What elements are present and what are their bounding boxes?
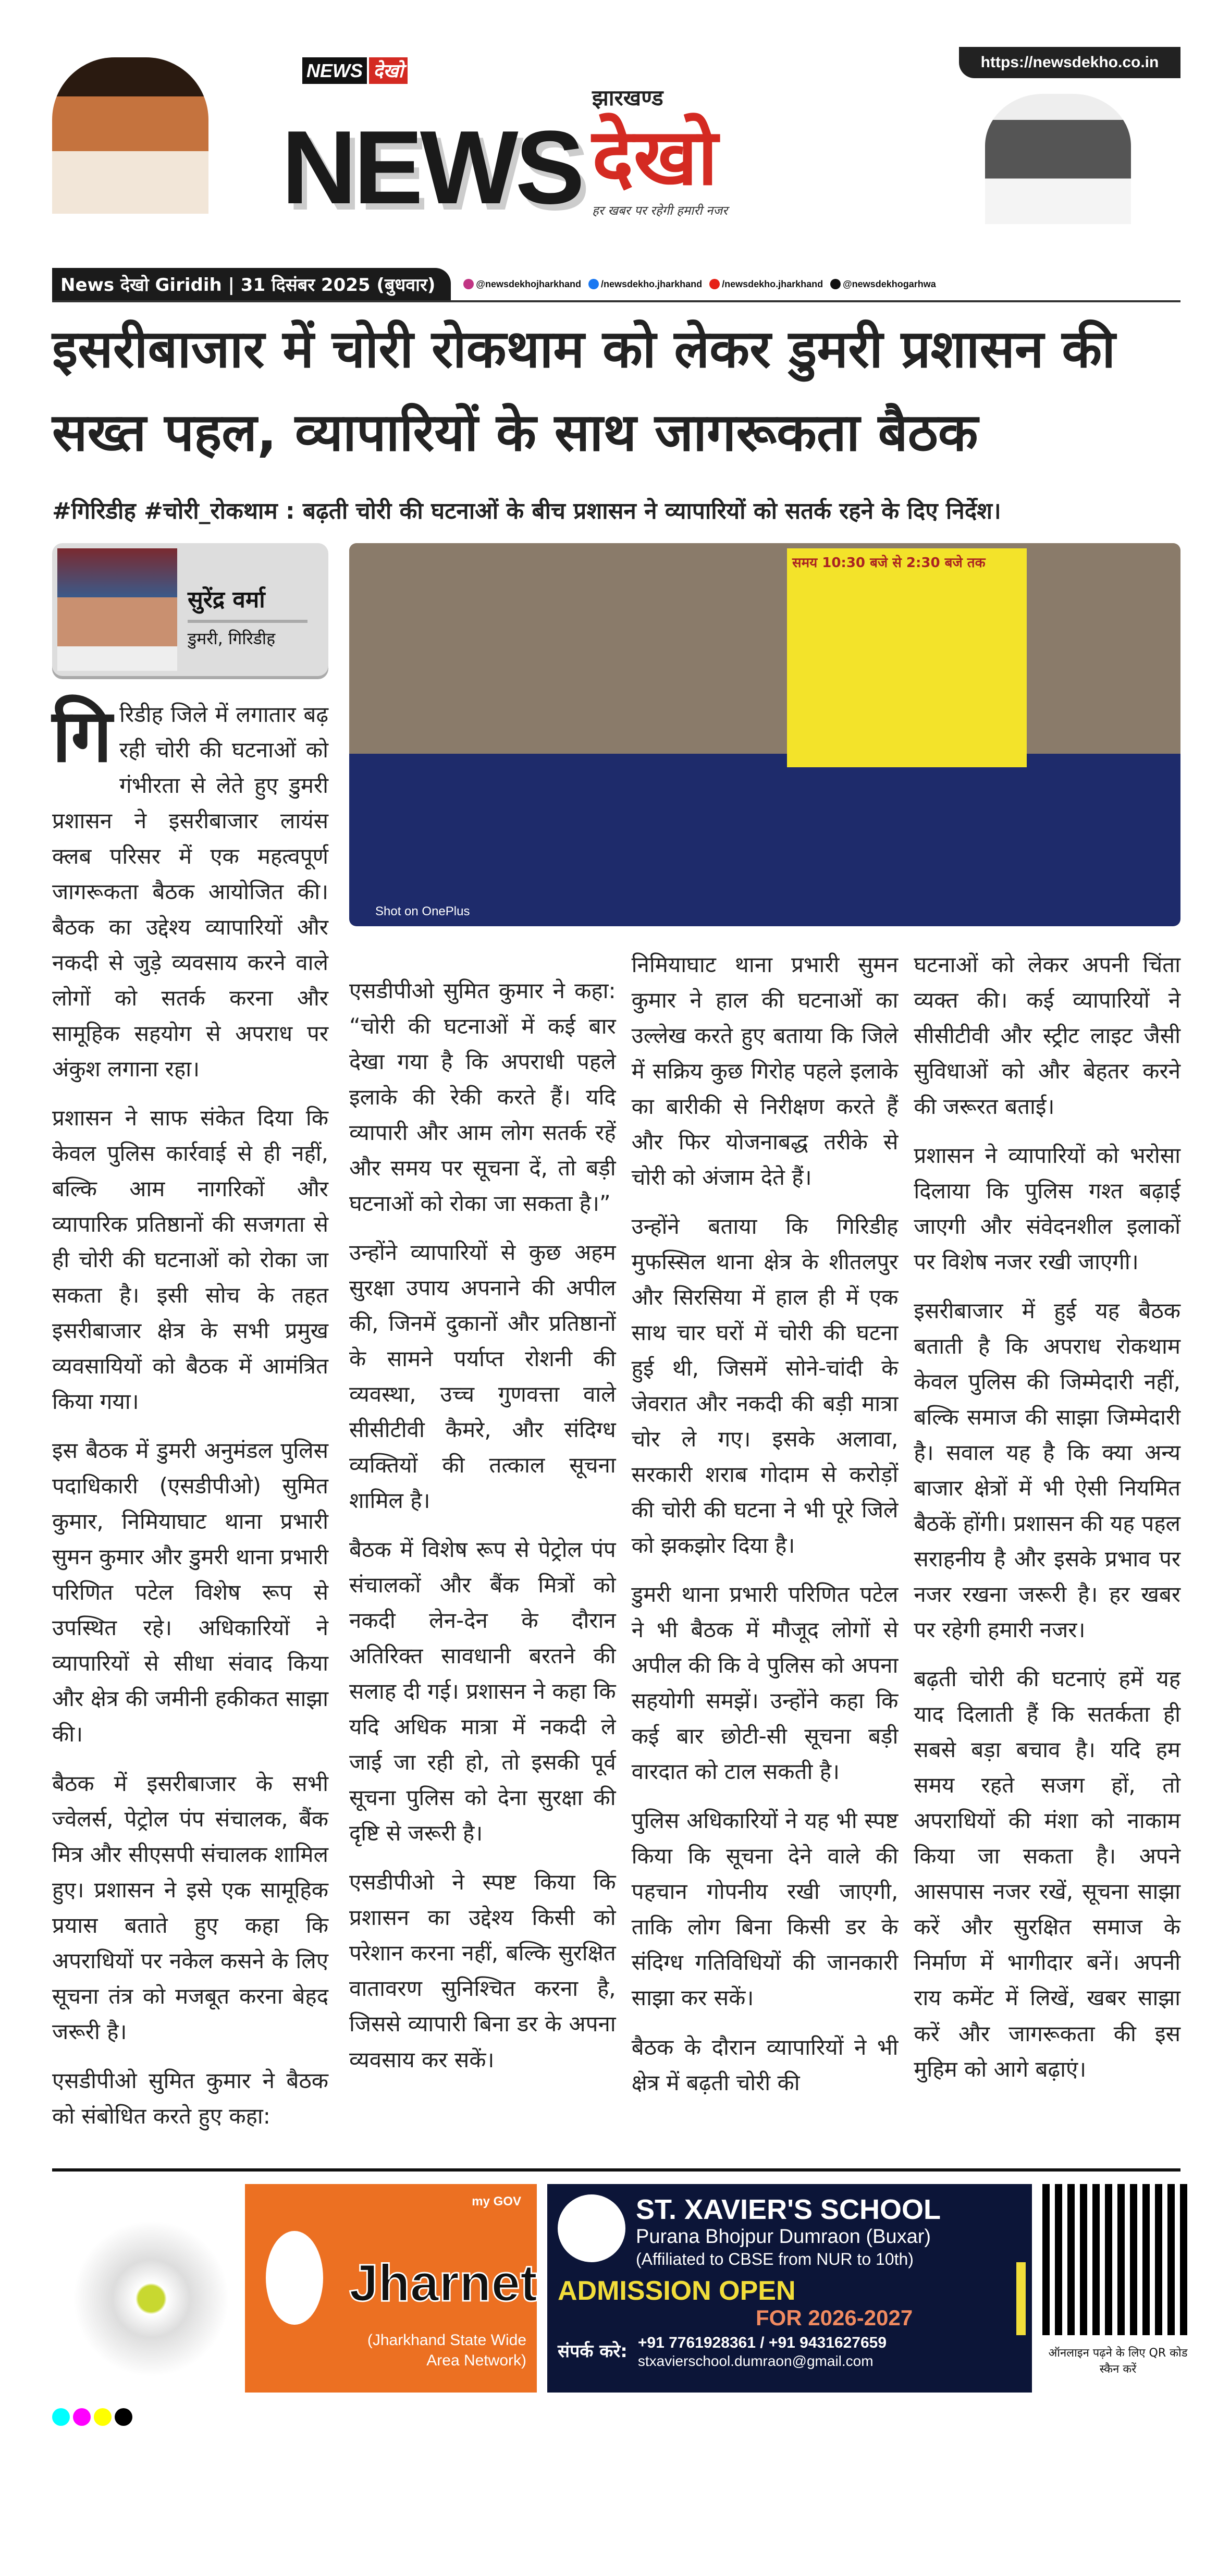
author-name: सुरेंद्र वर्मा bbox=[188, 586, 265, 613]
masthead bbox=[52, 47, 1180, 302]
qr-caption: ऑनलाइन पढ़ने के लिए QR कोड स्कैन करें bbox=[1048, 2346, 1188, 2376]
paragraph-text: रिडीह जिले में लगातार बढ़ रही चोरी की घटनाओं को गंभीरता से लेते हुए डुमरी प्रशासन ने इसरीबाजार लायंस क्लब परिसर में एक महत्वपूर्ण जागरूकता बैठक आयोजित की। बैठक का उद्देश्य व्यापारियों और नकदी से जुड़े व्यवसाय करने वाले लोगों को सतर्क करना और सामूहिक सहयोग से अपराध पर अंकुश लगाना रहा। bbox=[52, 701, 328, 1082]
paragraph: घटनाओं को लेकर अपनी चिंता व्यक्त की। कई व्यापारियों ने सीसीटीवी और स्ट्रीट लाइट जैसी सुविधाओं को और बेहतर करने की जरूरत बताई। bbox=[914, 951, 1181, 1119]
school-contact bbox=[558, 2334, 1022, 2370]
logo-news: NEWS bbox=[281, 109, 582, 226]
social-facebook[interactable] bbox=[588, 279, 702, 290]
author-photo bbox=[57, 548, 177, 671]
article-column-4 bbox=[914, 947, 1180, 2114]
youtube-icon bbox=[709, 279, 720, 289]
headline: इसरीबाजार में चोरी रोकथाम को लेकर डुमरी प्रशासन की सख्त पहल, व्यापारियों के साथ जागरूकता बैठक bbox=[52, 318, 1116, 463]
paragraph: निमियाघाट थाना प्रभारी सुमन कुमार ने हाल की घटनाओं का उल्लेख करते हुए बताया कि जिले में सक्रिय कुछ गिरोह पहले इलाके का बारीकी से निरीक्षण करते हैं और फिर योजनाबद्ध तरीके से चोरी को अंजाम देते हैं। bbox=[631, 951, 899, 1190]
site-url[interactable]: https://newsdekho.co.in bbox=[959, 47, 1180, 78]
x-icon bbox=[830, 279, 841, 289]
paragraph: इसरीबाजार में हुई यह बैठक बताती है कि अपराध रोकथाम केवल पुलिस की जिम्मेदारी नहीं, बल्कि समाज की साझा जिम्मेदारी है। सवाल यह है कि क्या अन्य बाजार क्षेत्रों में भी ऐसी नियमित बैठकें होंगी। प्रशासन की यह पहल सराहनीय है और इसके प्रभाव पर नजर रखना जरूरी है। हर खबर पर रहेगी हमारी नजर। bbox=[914, 1297, 1181, 1643]
social-links bbox=[463, 279, 936, 290]
qr-code[interactable] bbox=[1042, 2184, 1188, 2335]
paragraph: उन्होंने व्यापारियों से कुछ अहम सुरक्षा उपाय अपनाने की अपील की, जिनमें दुकानों और प्रतिष्ठानों के सामने पर्याप्त रोशनी की व्यवस्था, उच्च गुणवत्ता वाले सीसीटीवी कैमरे, और संदिग्ध व्यक्तियों की तत्काल सूचना शामिल है। bbox=[349, 1239, 616, 1514]
article-columns bbox=[349, 947, 1180, 2114]
article-column-1 bbox=[52, 693, 328, 2134]
school-crest-icon bbox=[558, 2194, 625, 2262]
social-handle: @newsdekhogarhwa bbox=[843, 278, 936, 289]
logo-row bbox=[281, 84, 969, 226]
logo bbox=[281, 57, 969, 226]
wall-poster: समय 10:30 बजे से 2:30 बजे तक bbox=[787, 548, 1027, 767]
masthead-bottom-row bbox=[52, 268, 1180, 300]
jharnet-subtitle: (Jharkhand State Wide Area Network) bbox=[367, 2331, 526, 2369]
author-box bbox=[52, 543, 328, 676]
dateline: News देखो Giridih | 31 दिसंबर 2025 (बुधवार) bbox=[52, 268, 451, 300]
mygov-logo: my GOV bbox=[472, 2194, 521, 2209]
small-logo-dekho: देखो bbox=[369, 57, 408, 84]
left-column-area bbox=[52, 543, 328, 2148]
jharnet-logo: Jharnet bbox=[349, 2253, 538, 2312]
accent-bar bbox=[1016, 2262, 1026, 2335]
paragraph: पुलिस अधिकारियों ने यह भी स्पष्ट किया कि सूचना देने वाले की पहचान गोपनीय रखी जाएगी, ताकि लोग बिना किसी डर के संदिग्ध गतिविधियों की जानकारी साझा कर सकें। bbox=[631, 1808, 899, 2011]
subheadline: #गिरिडीह #चोरी_रोकथाम : बढ़ती चोरी की घटनाओं के बीच प्रशासन ने व्यापारियों को सतर्क रहने के दिए निर्देश। bbox=[52, 498, 1001, 524]
paragraph: बैठक के दौरान व्यापारियों ने भी क्षेत्र में बढ़ती चोरी की bbox=[631, 2034, 899, 2095]
school-affiliation: (Affiliated to CBSE from NUR to 10th) bbox=[636, 2249, 914, 2268]
network-diagram-image bbox=[68, 2200, 235, 2398]
paragraph: एसडीपीओ ने स्पष्ट किया कि प्रशासन का उद्देश्य किसी को परेशान करना नहीं, बल्कि सुरक्षित वातावरण सुनिश्चित करना है, जिससे व्यापारी बिना डर के अपना व्यवसाय कर सकें। bbox=[349, 1869, 616, 2072]
paragraph bbox=[52, 693, 328, 1087]
yellow-dot bbox=[94, 2408, 112, 2426]
cyan-dot bbox=[52, 2408, 70, 2426]
school-ad[interactable] bbox=[547, 2184, 1032, 2393]
facebook-icon bbox=[588, 279, 599, 289]
school-header bbox=[558, 2194, 1022, 2269]
paragraph: बैठक में विशेष रूप से पेट्रोल पंप संचालकों और बैंक मित्रों को नकदी लेन-देन के दौरान अतिरिक्त सावधानी बरतने की सलाह दी गई। प्रशासन ने कहा कि यदि अधिक मात्रा में नकदी ले जाई जा रही हो, तो इसकी पूर्व सूचना पुलिस को देना सुरक्षा की दृष्टि से जरूरी है। bbox=[349, 1537, 616, 1846]
footer-divider bbox=[52, 2168, 1180, 2172]
paragraph: बढ़ती चोरी की घटनाएं हमें यह याद दिलाती हैं कि सतर्कता ही सबसे बड़ा बचाव है। यदि हम समय रहते सजग हों, तो अपराधियों की मंशा को नाकाम किया जा सकता है। अपने आसपास नजर रखें, सूचना साझा करें और सुरक्षित समाज के निर्माण में भागीदार बनें। अपनी राय कमेंट में लिखें, खबर साझा करें और जागरूकता की इस मुहिम को आगे बढ़ाएं। bbox=[914, 1666, 1181, 2082]
social-youtube[interactable] bbox=[709, 279, 823, 290]
social-handle: /newsdekho.jharkhand bbox=[601, 278, 703, 289]
social-handle: @newsdekhojharkhand bbox=[476, 278, 582, 289]
qr-block bbox=[1042, 2184, 1194, 2378]
globe-icon bbox=[266, 2231, 323, 2325]
paragraph: इस बैठक में डुमरी अनुमंडल पुलिस पदाधिकारी (एसडीपीओ) सुमित कुमार, निमियाघाट थाना प्रभारी सुमन कुमार और डुमरी थाना प्रभारी परिणित पटेल विशेष रूप से उपस्थित रहे। अधिकारियों ने व्यापारियों से सीधा संवाद किया और क्षेत्र की जमीनी हकीकत साझा की। bbox=[52, 1438, 328, 1747]
magenta-dot bbox=[73, 2408, 91, 2426]
leader-portrait-right bbox=[985, 94, 1131, 224]
contact-label: संपर्क करे: bbox=[558, 2340, 628, 2362]
paragraph: उन्होंने बताया कि गिरिडीह मुफस्सिल थाना क्षेत्र के शीतलपुर और सिरसिया में हाल ही में एक साथ चार घरों में चोरी की घटना हुई थी, जिसमें सोने-चांदी के जेवरात और नकदी की बड़ी मात्रा चोर ले गए। इसके अलावा, सरकारी शराब गोदाम से करोड़ों की चोरी की घटना ने भी पूरे जिले को झकझोर दिया है। bbox=[631, 1213, 899, 1559]
small-logo bbox=[302, 57, 969, 84]
instagram-icon bbox=[463, 279, 474, 289]
paragraph: प्रशासन ने व्यापारियों को भरोसा दिलाया कि पुलिस गश्त बढ़ाई जाएगी और संवेदनशील इलाकों पर विशेष नजर रखी जाएगी। bbox=[914, 1142, 1181, 1274]
jharnet-ad[interactable] bbox=[245, 2184, 537, 2393]
paragraph: डुमरी थाना प्रभारी परिणित पटेल ने भी बैठक में मौजूद लोगों से अपील की कि वे पुलिस को अपना सहयोगी समझें। उन्होंने कहा कि कई बार छोटी-सी सूचना बड़ी वारदात को टाल सकती है। bbox=[631, 1581, 899, 1785]
small-logo-news: NEWS bbox=[302, 57, 367, 84]
contact-phone: +91 7761928361 / +91 9431627659 bbox=[637, 2334, 887, 2351]
admission-open: ADMISSION OPEN bbox=[558, 2276, 796, 2307]
paragraph: प्रशासन ने साफ संकेत दिया कि केवल पुलिस कार्रवाई से ही नहीं, बल्कि आम नागरिकों और व्यापारिक प्रतिष्ठानों की सजगता से ही चोरी की घटनाओं को रोका जा सकता है। इसी सोच के तहत इसरीबाजार क्षेत्र के सभी प्रमुख व्यवसायियों को बैठक में आमंत्रित किया गया। bbox=[52, 1105, 328, 1415]
logo-state: झारखण्ड bbox=[592, 85, 663, 111]
paragraph: बैठक में इसरीबाजार के सभी ज्वेलर्स, पेट्रोल पंप संचालक, बैंक मित्र और सीएसपी संचालक शामिल हुए। प्रशासन ने इसे एक सामूहिक प्रयास बताते हुए कहा कि अपराधियों पर नकेल कसने के लिए सूचना तंत्र को मजबूत करना बेहद जरूरी है। bbox=[52, 1770, 328, 2044]
leader-portrait-left bbox=[52, 57, 208, 214]
paragraph: एसडीपीओ सुमित कुमार ने बैठक को संबोधित करते हुए कहा: bbox=[52, 2067, 328, 2129]
quote-paragraph: एसडीपीओ सुमित कुमार ने कहा: “चोरी की घटनाओं में कई बार देखा गया है कि अपराधी पहले इलाके की रेकी करते हैं। यदि व्यापारी और आम लोग सतर्क रहें और समय पर सूचना दें, तो बड़ी घटनाओं को रोका जा सकता है।” bbox=[349, 977, 616, 1216]
admission-session: FOR 2026-2027 bbox=[756, 2305, 913, 2330]
photo-watermark: Shot on OnePlus bbox=[375, 904, 470, 918]
logo-dekho-stack bbox=[592, 84, 728, 220]
article-photo bbox=[349, 543, 1180, 926]
cmyk-registration-marks bbox=[52, 2408, 1180, 2426]
school-address: Purana Bhojpur Dumraon (Buxar) bbox=[636, 2226, 931, 2248]
article-column-3 bbox=[632, 947, 899, 2114]
ad-strip bbox=[52, 2184, 1188, 2398]
article-column-2 bbox=[349, 947, 616, 2114]
social-instagram[interactable] bbox=[463, 279, 581, 290]
social-x[interactable] bbox=[830, 279, 936, 290]
logo-dekho: देखो bbox=[592, 112, 718, 203]
contact-email: stxavierschool.dumraon@gmail.com bbox=[637, 2352, 874, 2369]
tagline: हर खबर पर रहेगी हमारी नजर bbox=[592, 203, 728, 218]
drop-cap: गि bbox=[52, 693, 113, 779]
social-handle: /newsdekho.jharkhand bbox=[722, 278, 823, 289]
right-area bbox=[349, 543, 1180, 2114]
author-location: डुमरी, गिरिडीह bbox=[188, 628, 276, 648]
black-dot bbox=[115, 2408, 132, 2426]
divider bbox=[188, 620, 308, 623]
school-name: ST. XAVIER'S SCHOOL bbox=[636, 2193, 941, 2225]
article-body bbox=[52, 543, 1180, 2148]
